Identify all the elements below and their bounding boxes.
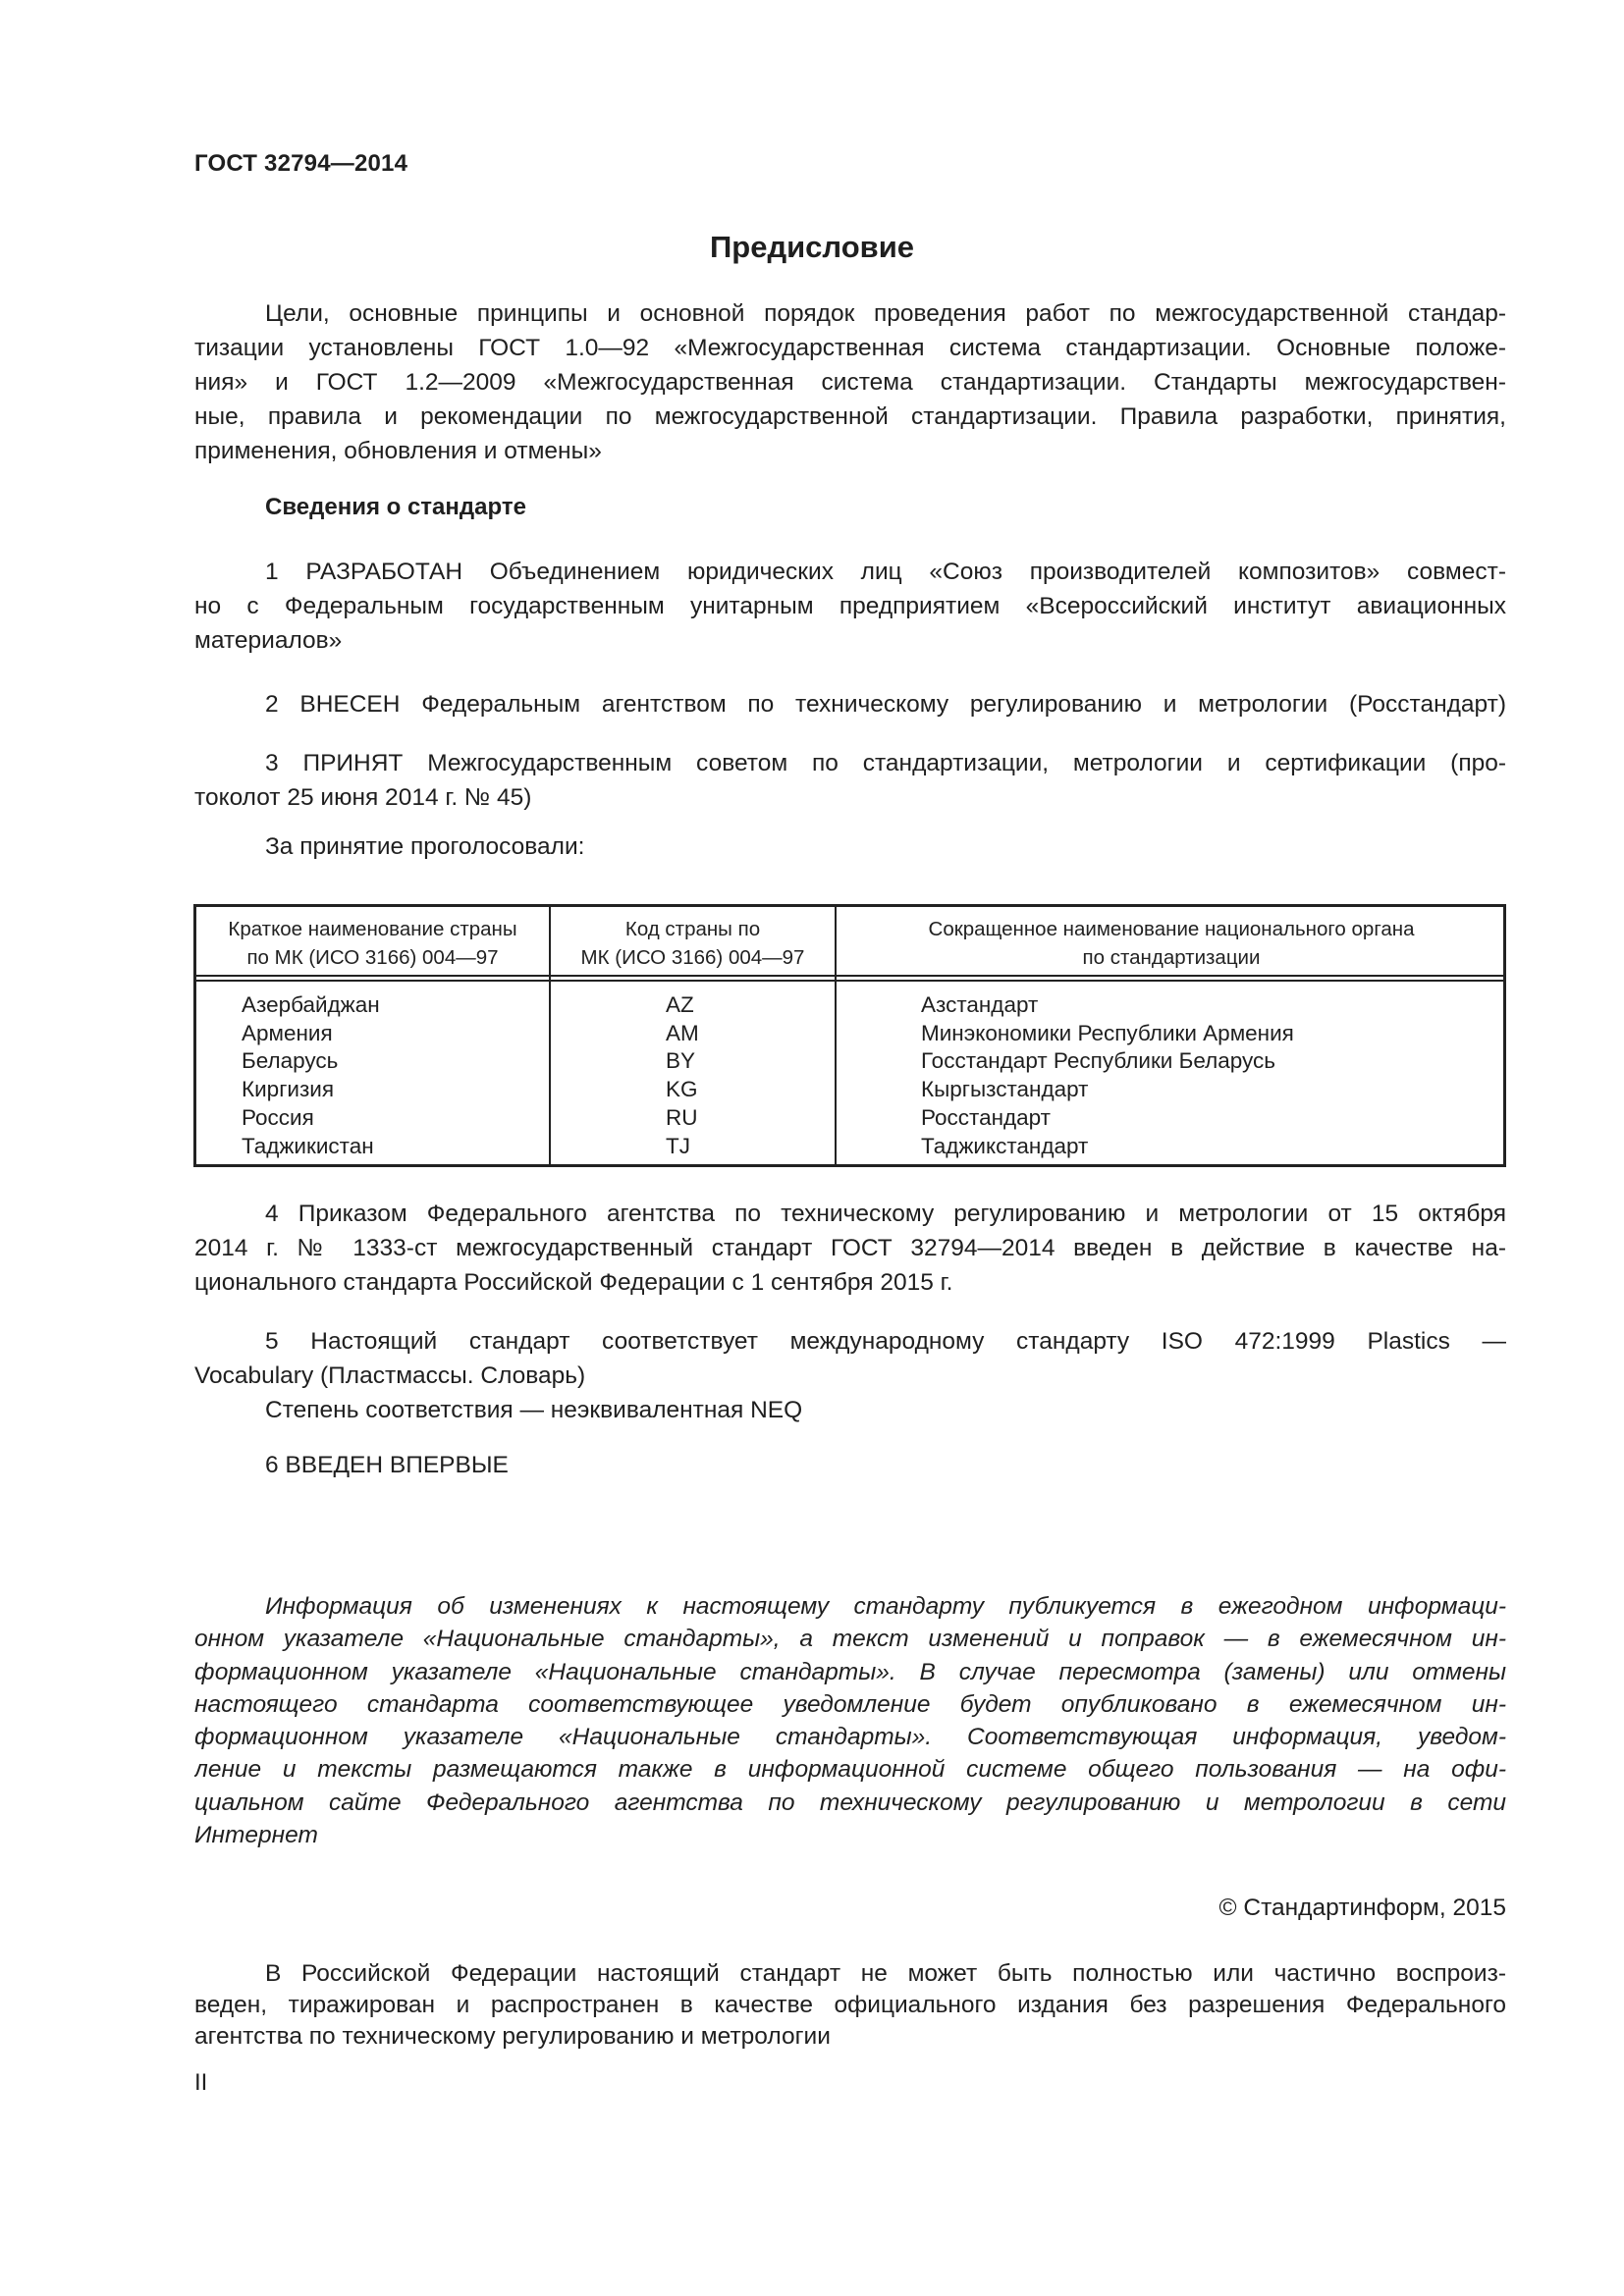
text-line: 5 Настоящий стандарт соответствует международному стандарту ISO 472:1999 Plastics — (265, 1328, 1506, 1355)
header-line: Сокращенное наименование национального органа (928, 918, 1415, 940)
header-line: Краткое наименование страны (228, 918, 517, 940)
table-cell-country: Россия (242, 1104, 314, 1130)
item-5-compliance (194, 1324, 1506, 1427)
item-2-submitted (194, 687, 1506, 721)
text-line: настоящего стандарта соответствующее уведомление будет опубликовано в ежемесячном ин- (194, 1690, 1506, 1718)
item-6-introduced (194, 1448, 1506, 1482)
header-divider (196, 980, 1503, 982)
column-header-country (196, 915, 549, 972)
table-cell-country: Киргизия (242, 1077, 335, 1102)
column-country (242, 991, 380, 1160)
text-line: 2014 г. № 1333-ст межгосударственный стандарт ГОСТ 32794—2014 введен в действие в качестве на- (194, 1235, 1506, 1261)
table-cell-organ: Азстандарт (921, 992, 1039, 1017)
table-cell-organ: Кыргызстандарт (921, 1077, 1089, 1102)
text-line: 4 Приказом Федерального агентства по техническому регулированию и метрологии от 15 октября (265, 1201, 1506, 1227)
text-line: В Российской Федерации настоящий стандарт не может быть полностью или частично воспроиз- (265, 1960, 1506, 1987)
table-cell-code: TJ (666, 1133, 690, 1158)
text-line: ление и тексты размещаются также в информационной системе общего пользования — на офи- (194, 1756, 1506, 1784)
column-code (666, 991, 699, 1160)
table-cell-code: RU (666, 1104, 698, 1130)
header-line: по стандартизации (1082, 946, 1261, 969)
item-1-developed (194, 555, 1506, 658)
column-header-organ (837, 915, 1506, 972)
column-header-code (551, 915, 835, 972)
table-cell-country: Азербайджан (242, 992, 380, 1017)
table-cell-organ: Минэкономики Республики Армения (921, 1020, 1294, 1045)
text-line: формационном указателе «Национальные стандарты». Соответствующая информация, уведом- (194, 1724, 1506, 1751)
section-heading: Сведения о стандарте (265, 494, 526, 520)
changes-notice (194, 1590, 1506, 1851)
text-line: 3 ПРИНЯТ Межгосударственным советом по стандартизации, метрологии и сертификации (про- (265, 750, 1506, 776)
voting-countries-table (193, 904, 1506, 1167)
text-line: онном указателе «Национальные стандарты», а текст изменений и поправок — в ежемесячном ин- (194, 1626, 1506, 1653)
text-line: Интернет (194, 1822, 318, 1849)
text-line: материалов» (194, 627, 343, 654)
text-line: Vocabulary (Пластмассы. Словарь) (194, 1362, 586, 1389)
copyright: © Стандартинформ, 2015 (1218, 1895, 1506, 1921)
table-cell-code: BY (666, 1048, 696, 1074)
text-line: агентства по техническому регулированию и метрологии (194, 2023, 831, 2050)
text-line: Информация об изменениях к настоящему стандарту публикуется в ежегодном информаци- (265, 1593, 1506, 1620)
rights-notice (194, 1958, 1506, 2053)
text-line: 1 РАЗРАБОТАН Объединением юридических лиц «Союз производителей композитов» совмест- (265, 559, 1506, 585)
table-cell-country: Армения (242, 1020, 333, 1045)
text-line: 6 ВВЕДЕН ВПЕРВЫЕ (265, 1452, 509, 1478)
text-line: веден, тиражирован и распространен в качестве официального издания без разрешения Федерального (194, 1992, 1506, 2018)
column-organ (921, 991, 1294, 1160)
table-cell-code: AZ (666, 992, 694, 1017)
text-line: Степень соответствия — неэквивалентная NEQ (265, 1397, 803, 1423)
document-code: ГОСТ 32794—2014 (194, 150, 408, 177)
intro-paragraph (194, 296, 1506, 468)
text-line: ционального стандарта Российской Федерации с 1 сентября 2015 г. (194, 1269, 953, 1296)
text-line: тизации установлены ГОСТ 1.0—92 «Межгосударственная система стандартизации. Основные положе- (194, 335, 1506, 361)
text-line: формационном указателе «Национальные стандарты». В случае пересмотра (замены) или отмены (194, 1658, 1506, 1685)
header-line: МК (ИСО 3166) 004—97 (580, 946, 805, 969)
text-line: циальном сайте Федерального агентства по техническому регулированию и метрологии в сети (194, 1789, 1506, 1816)
table-cell-country: Беларусь (242, 1048, 339, 1074)
table-cell-code: AM (666, 1020, 699, 1045)
item-3-adopted (194, 746, 1506, 815)
header-line: по МК (ИСО 3166) 004—97 (246, 946, 499, 969)
table-cell-organ: Таджикстандарт (921, 1133, 1089, 1158)
header-line: Код страны по (624, 918, 761, 940)
page-number: II (194, 2069, 208, 2096)
text-line: 2 ВНЕСЕН Федеральным агентством по техническому регулированию и метрологии (Росстандарт) (265, 691, 1506, 718)
table-cell-organ: Госстандарт Республики Беларусь (921, 1048, 1276, 1074)
text-line: применения, обновления и отмены» (194, 438, 602, 464)
table-cell-country: Таджикистан (242, 1133, 374, 1158)
text-line: ные, правила и рекомендации по межгосударственной стандартизации. Правила разработки, принятия, (194, 403, 1506, 430)
item-4-order (194, 1197, 1506, 1300)
page-title: Предисловие (709, 230, 914, 264)
text-line: токолот 25 июня 2014 г. № 45) (194, 784, 532, 811)
header-divider (196, 975, 1503, 977)
text-line: но с Федеральным государственным унитарным предприятием «Всероссийский институт авиационных (194, 593, 1506, 619)
text-line: За принятие проголосовали: (265, 833, 585, 860)
text-line: ния» и ГОСТ 1.2—2009 «Межгосударственная система стандартизации. Стандарты межгосударствен- (194, 369, 1506, 396)
voted-label (194, 829, 1506, 864)
text-line: Цели, основные принципы и основной порядок проведения работ по межгосударственной стандар- (265, 300, 1506, 327)
table-cell-code: KG (666, 1077, 698, 1102)
table-cell-organ: Росстандарт (921, 1104, 1051, 1130)
